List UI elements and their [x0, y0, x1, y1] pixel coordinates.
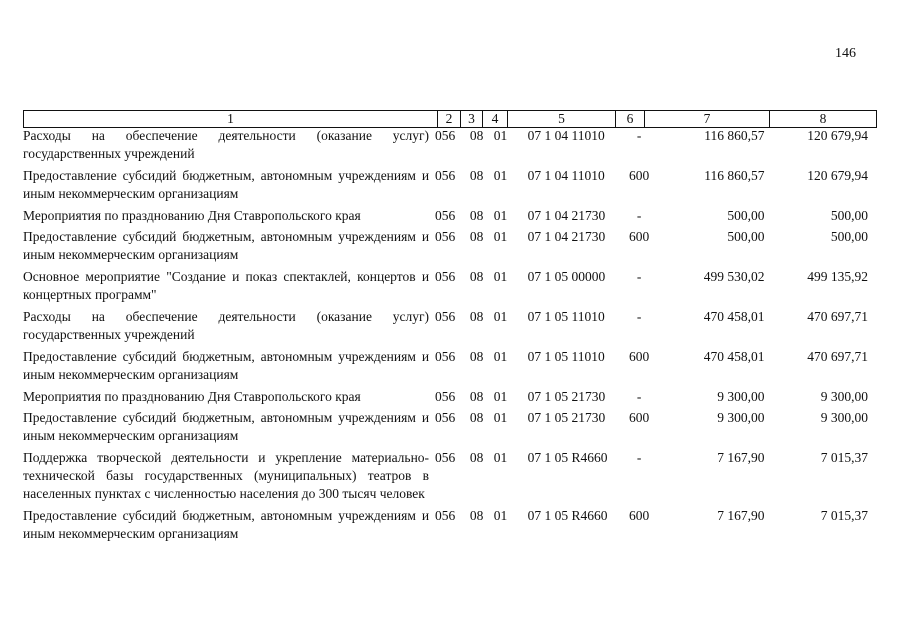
row-amount-1: 9 300,00 — [717, 389, 765, 404]
row-ministry: 056 — [435, 309, 456, 324]
row-target-code: 07 1 04 21730 — [527, 229, 606, 244]
row-ministry: 056 — [435, 208, 456, 223]
row-section: 08 — [469, 450, 484, 465]
row-name: Расходы на обеспечение деятельности (оказание услуг) государственных учреждений — [23, 309, 430, 342]
row-name: Расходы на обеспечение деятельности (оказание услуг) государственных учреждений — [23, 128, 430, 161]
row-amount-1: 470 458,01 — [703, 309, 765, 324]
row-subsection: 01 — [493, 389, 508, 404]
row-ministry: 056 — [435, 229, 456, 244]
row-amount-2: 500,00 — [830, 229, 868, 244]
row-name: Основное мероприятие "Создание и показ спектаклей, концертов и концертных программ" — [23, 269, 430, 302]
header-col-3: 3 — [461, 111, 483, 128]
table-row — [23, 127, 868, 163]
row-amount-1: 499 530,02 — [703, 269, 765, 284]
row-name: Предоставление субсидий бюджетным, автономным учреждениям и иным некоммерческим организациям — [23, 229, 430, 262]
row-ministry: 056 — [435, 349, 456, 364]
row-amount-2: 9 300,00 — [820, 389, 868, 404]
row-expense-type: 600 — [628, 410, 650, 425]
header-col-2: 2 — [438, 111, 461, 128]
row-expense-type: 600 — [628, 168, 650, 183]
table-row — [23, 207, 868, 225]
row-expense-type: - — [636, 450, 642, 465]
row-target-code: 07 1 05 R4660 — [527, 508, 608, 523]
row-expense-type: 600 — [628, 349, 650, 364]
row-amount-2: 7 015,37 — [820, 508, 868, 523]
row-section: 08 — [469, 349, 484, 364]
budget-table-body — [23, 127, 868, 543]
row-name: Предоставление субсидий бюджетным, автономным учреждениям и иным некоммерческим организациям — [23, 349, 430, 382]
row-ministry: 056 — [435, 389, 456, 404]
header-col-6: 6 — [616, 111, 645, 128]
row-target-code: 07 1 05 21730 — [527, 410, 606, 425]
row-target-code: 07 1 05 21730 — [527, 389, 606, 404]
row-name: Предоставление субсидий бюджетным, автономным учреждениям и иным некоммерческим организациям — [23, 410, 430, 443]
row-name: Мероприятия по празднованию Дня Ставропольского края — [23, 208, 361, 223]
row-ministry: 056 — [435, 410, 456, 425]
row-target-code: 07 1 04 21730 — [527, 208, 606, 223]
row-name: Мероприятия по празднованию Дня Ставропольского края — [23, 389, 361, 404]
row-amount-1: 7 167,90 — [717, 508, 765, 523]
row-ministry: 056 — [435, 168, 456, 183]
row-name: Поддержка творческой деятельности и укрепление материально-технической базы государственных (муниципальных) театров в населенных пунктах с численностью населения до 300 тысяч человек — [23, 450, 430, 501]
row-name: Предоставление субсидий бюджетным, автономным учреждениям и иным некоммерческим организациям — [23, 168, 430, 201]
row-expense-type: - — [636, 208, 642, 223]
row-amount-2: 470 697,71 — [807, 309, 868, 324]
row-amount-2: 7 015,37 — [820, 450, 868, 465]
row-amount-2: 120 679,94 — [807, 128, 868, 143]
row-expense-type: 600 — [628, 508, 650, 523]
row-subsection: 01 — [493, 168, 508, 183]
row-amount-1: 470 458,01 — [703, 349, 765, 364]
row-section: 08 — [469, 309, 484, 324]
row-subsection: 01 — [493, 410, 508, 425]
row-target-code: 07 1 05 R4660 — [527, 450, 608, 465]
table-row — [23, 268, 868, 304]
header-col-8: 8 — [770, 111, 877, 128]
row-target-code: 07 1 05 11010 — [527, 349, 605, 364]
row-subsection: 01 — [493, 269, 508, 284]
row-section: 08 — [469, 229, 484, 244]
row-section: 08 — [469, 269, 484, 284]
row-expense-type: - — [636, 389, 642, 404]
row-amount-1: 500,00 — [727, 229, 765, 244]
row-section: 08 — [469, 389, 484, 404]
table-row — [23, 308, 868, 344]
row-expense-type: - — [636, 269, 642, 284]
row-subsection: 01 — [493, 128, 508, 143]
row-expense-type: - — [636, 309, 642, 324]
row-expense-type: 600 — [628, 229, 650, 244]
row-section: 08 — [469, 208, 484, 223]
row-section: 08 — [469, 410, 484, 425]
row-ministry: 056 — [435, 450, 456, 465]
table-row — [23, 388, 868, 406]
row-target-code: 07 1 05 11010 — [527, 309, 605, 324]
row-name: Предоставление субсидий бюджетным, автономным учреждениям и иным некоммерческим организациям — [23, 508, 430, 541]
row-section: 08 — [469, 168, 484, 183]
table-row — [23, 449, 868, 503]
row-subsection: 01 — [493, 450, 508, 465]
row-target-code: 07 1 05 00000 — [527, 269, 606, 284]
row-expense-type: - — [636, 128, 642, 143]
table-row — [23, 167, 868, 203]
row-subsection: 01 — [493, 229, 508, 244]
row-subsection: 01 — [493, 309, 508, 324]
row-subsection: 01 — [493, 349, 508, 364]
row-amount-2: 499 135,92 — [807, 269, 868, 284]
table-row — [23, 409, 868, 445]
row-target-code: 07 1 04 11010 — [527, 128, 605, 143]
row-section: 08 — [469, 128, 484, 143]
header-col-5: 5 — [508, 111, 616, 128]
header-col-1: 1 — [24, 111, 438, 128]
header-col-7: 7 — [645, 111, 770, 128]
row-amount-1: 7 167,90 — [717, 450, 765, 465]
row-amount-2: 500,00 — [830, 208, 868, 223]
row-amount-2: 470 697,71 — [807, 349, 868, 364]
row-subsection: 01 — [493, 508, 508, 523]
header-col-4: 4 — [483, 111, 508, 128]
row-amount-1: 116 860,57 — [704, 128, 765, 143]
row-amount-2: 9 300,00 — [820, 410, 868, 425]
row-amount-2: 120 679,94 — [807, 168, 868, 183]
column-number-header — [23, 110, 877, 128]
row-ministry: 056 — [435, 508, 456, 523]
row-target-code: 07 1 04 11010 — [527, 168, 605, 183]
table-row — [23, 507, 868, 543]
page-number: 146 — [835, 46, 856, 61]
table-row — [23, 228, 868, 264]
row-section: 08 — [469, 508, 484, 523]
row-amount-1: 500,00 — [727, 208, 765, 223]
row-subsection: 01 — [493, 208, 508, 223]
row-amount-1: 9 300,00 — [717, 410, 765, 425]
row-ministry: 056 — [435, 128, 456, 143]
row-amount-1: 116 860,57 — [704, 168, 765, 183]
table-row — [23, 348, 868, 384]
row-ministry: 056 — [435, 269, 456, 284]
